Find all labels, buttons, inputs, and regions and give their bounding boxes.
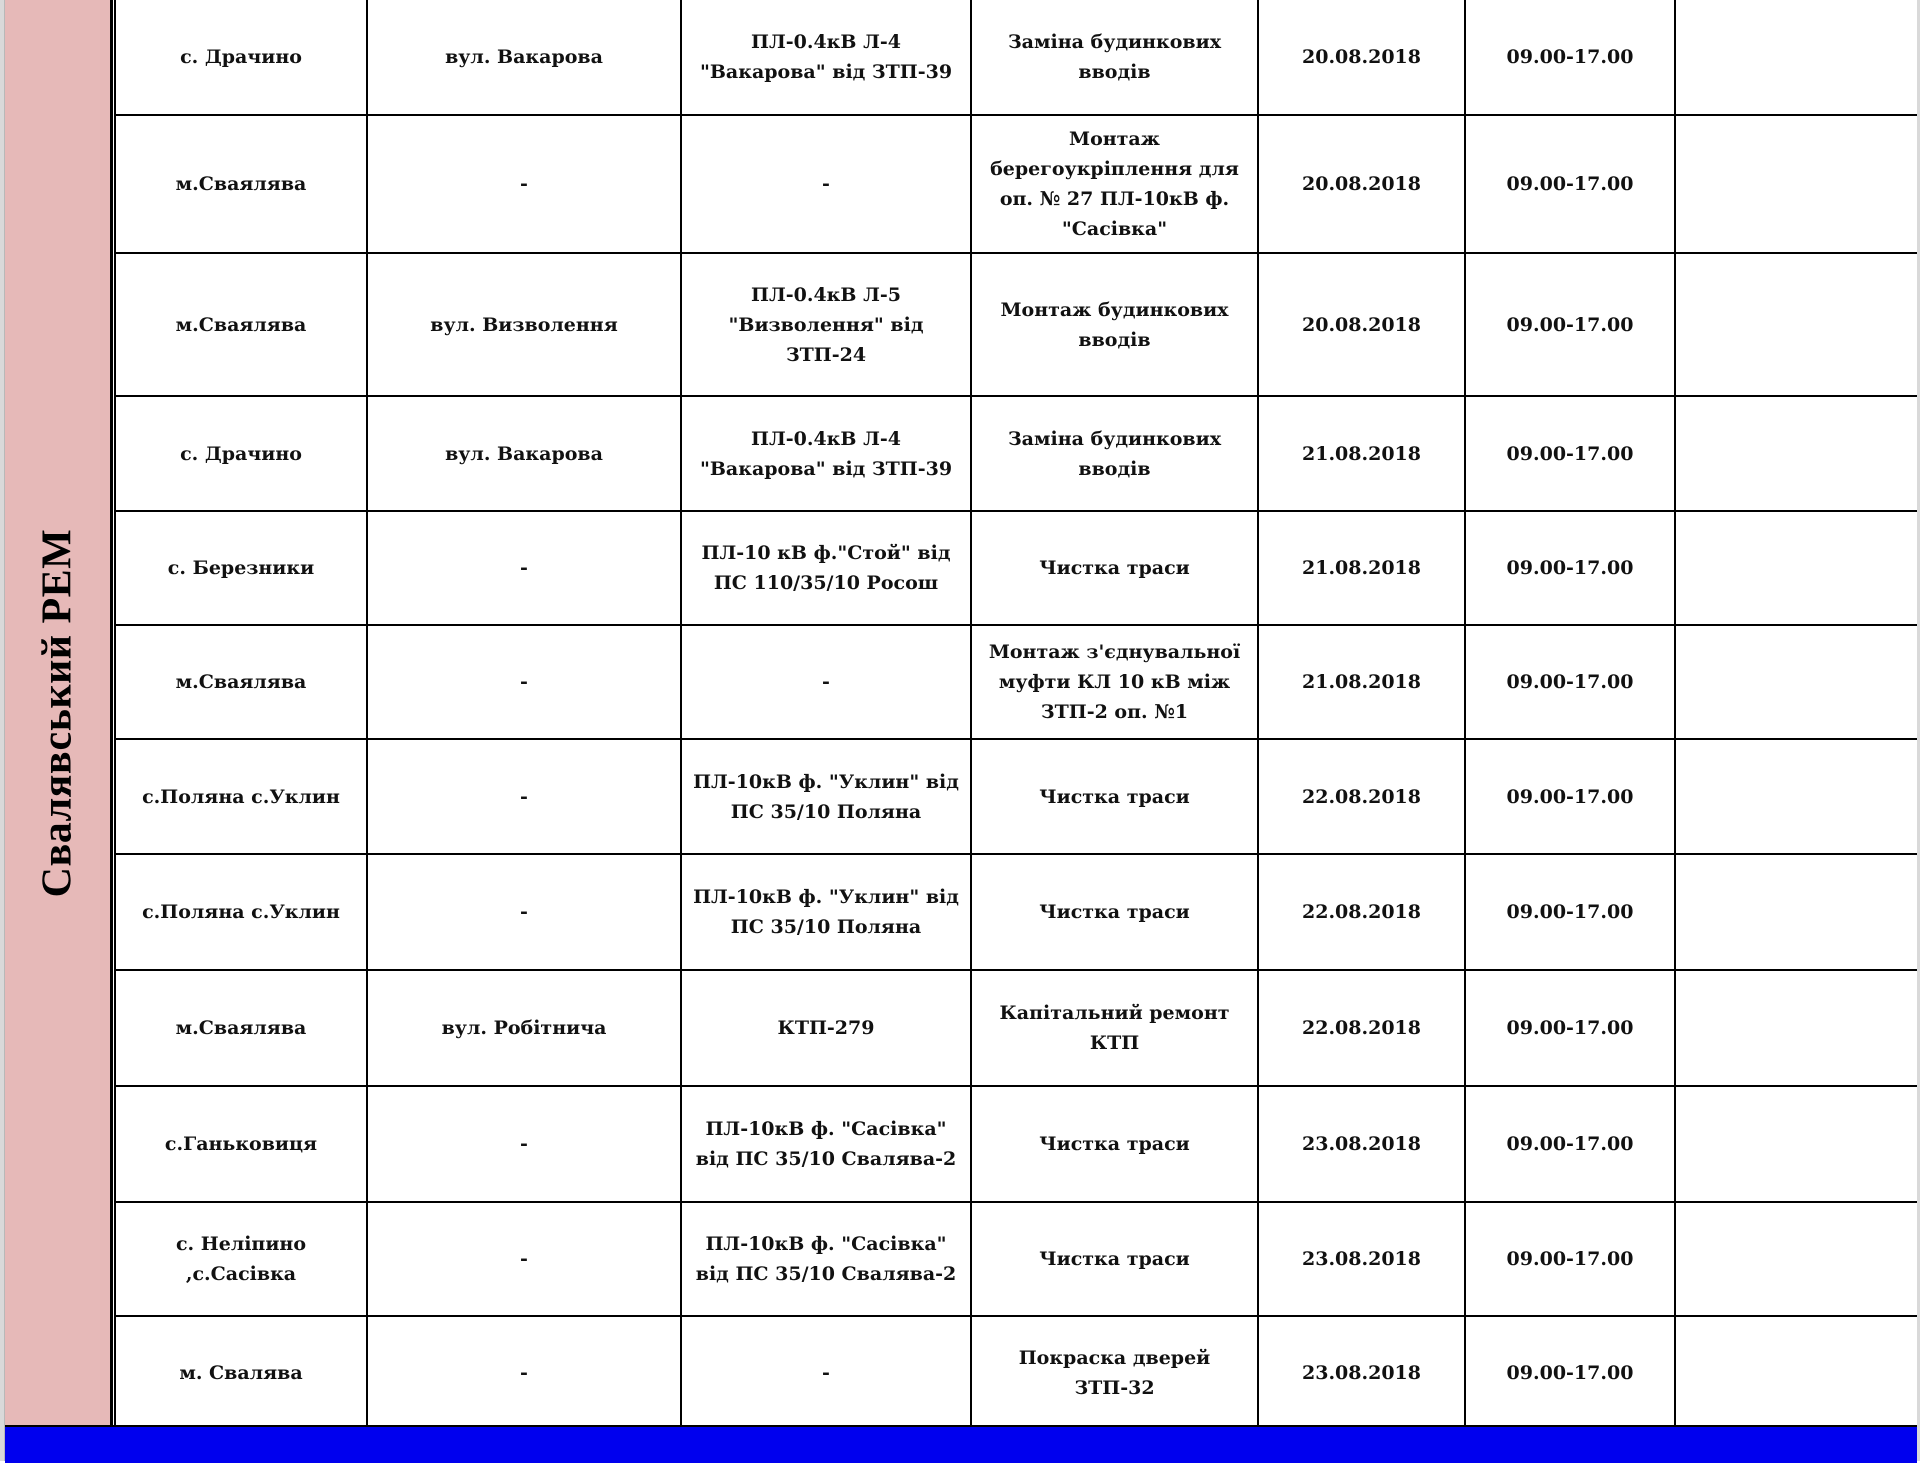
time-cell[interactable]: 09.00-17.00 [1465, 0, 1675, 115]
time-cell[interactable]: 09.00-17.00 [1465, 854, 1675, 970]
table-row [115, 1202, 1918, 1316]
work-type-cell[interactable]: Монтаж з'єднувальної муфти КЛ 10 кВ між ЗТП-2 оп. №1 [971, 625, 1258, 739]
outage-schedule-table [114, 0, 1919, 1430]
power-line-cell[interactable]: ПЛ-10кВ ф. "Сасівка" від ПС 35/10 Свалява-2 [681, 1202, 971, 1316]
power-line-cell[interactable]: ПЛ-10кВ ф. "Уклин" від ПС 35/10 Поляна [681, 739, 971, 854]
date-cell[interactable]: 20.08.2018 [1258, 0, 1465, 115]
table-row [115, 854, 1918, 970]
street-cell[interactable]: - [367, 1086, 681, 1202]
settlement-cell[interactable]: м. Свалява [115, 1316, 367, 1429]
date-cell[interactable]: 21.08.2018 [1258, 396, 1465, 511]
time-cell[interactable]: 09.00-17.00 [1465, 1202, 1675, 1316]
settlement-cell[interactable]: с. Березники [115, 511, 367, 625]
time-cell[interactable]: 09.00-17.00 [1465, 253, 1675, 396]
date-cell[interactable]: 23.08.2018 [1258, 1316, 1465, 1429]
power-line-cell[interactable]: - [681, 115, 971, 253]
settlement-cell[interactable]: с. Неліпино ,с.Сасівка [115, 1202, 367, 1316]
time-cell[interactable]: 09.00-17.00 [1465, 1086, 1675, 1202]
note-cell[interactable] [1675, 0, 1918, 115]
time-cell[interactable]: 09.00-17.00 [1465, 739, 1675, 854]
bottom-separator-bar [5, 1425, 1917, 1463]
street-cell[interactable]: вул. Визволення [367, 253, 681, 396]
settlement-cell[interactable]: с. Драчино [115, 0, 367, 115]
work-type-cell[interactable]: Заміна будинкових вводів [971, 396, 1258, 511]
table-row [115, 625, 1918, 739]
power-line-cell[interactable]: ПЛ-0.4кВ Л-4 "Вакарова" від ЗТП-39 [681, 396, 971, 511]
note-cell[interactable] [1675, 1086, 1918, 1202]
date-cell[interactable]: 21.08.2018 [1258, 511, 1465, 625]
note-cell[interactable] [1675, 970, 1918, 1086]
table-row [115, 739, 1918, 854]
street-cell[interactable]: - [367, 511, 681, 625]
settlement-cell[interactable]: м.Сваялява [115, 970, 367, 1086]
work-type-cell[interactable]: Чистка траси [971, 854, 1258, 970]
table-row [115, 1316, 1918, 1429]
work-type-cell[interactable]: Монтаж берегоукріплення для оп. № 27 ПЛ-10кВ ф. "Сасівка" [971, 115, 1258, 253]
date-cell[interactable]: 22.08.2018 [1258, 970, 1465, 1086]
street-cell[interactable]: вул. Вакарова [367, 0, 681, 115]
time-cell[interactable]: 09.00-17.00 [1465, 115, 1675, 253]
power-line-cell[interactable]: - [681, 1316, 971, 1429]
time-cell[interactable]: 09.00-17.00 [1465, 1316, 1675, 1429]
note-cell[interactable] [1675, 396, 1918, 511]
note-cell[interactable] [1675, 115, 1918, 253]
table-row [115, 0, 1918, 115]
table-row [115, 970, 1918, 1086]
power-line-cell[interactable]: ПЛ-10кВ ф. "Уклин" від ПС 35/10 Поляна [681, 854, 971, 970]
note-cell[interactable] [1675, 625, 1918, 739]
street-cell[interactable]: - [367, 115, 681, 253]
table-row [115, 1086, 1918, 1202]
settlement-cell[interactable]: м.Сваялява [115, 253, 367, 396]
time-cell[interactable]: 09.00-17.00 [1465, 625, 1675, 739]
street-cell[interactable]: - [367, 1202, 681, 1316]
district-label: Свалявський РЕМ [34, 528, 81, 897]
settlement-cell[interactable]: с. Драчино [115, 396, 367, 511]
street-cell[interactable]: - [367, 625, 681, 739]
street-cell[interactable]: - [367, 854, 681, 970]
time-cell[interactable]: 09.00-17.00 [1465, 396, 1675, 511]
table-row [115, 511, 1918, 625]
date-cell[interactable]: 20.08.2018 [1258, 253, 1465, 396]
date-cell[interactable]: 23.08.2018 [1258, 1086, 1465, 1202]
work-type-cell[interactable]: Капітальний ремонт КТП [971, 970, 1258, 1086]
work-type-cell[interactable]: Чистка траси [971, 1202, 1258, 1316]
settlement-cell[interactable]: м.Сваялява [115, 115, 367, 253]
note-cell[interactable] [1675, 854, 1918, 970]
note-cell[interactable] [1675, 253, 1918, 396]
district-cell[interactable] [5, 0, 113, 1425]
date-cell[interactable]: 20.08.2018 [1258, 115, 1465, 253]
date-cell[interactable]: 21.08.2018 [1258, 625, 1465, 739]
settlement-cell[interactable]: м.Сваялява [115, 625, 367, 739]
table-row [115, 253, 1918, 396]
street-cell[interactable]: вул. Вакарова [367, 396, 681, 511]
power-line-cell[interactable]: ПЛ-0.4кВ Л-4 "Вакарова" від ЗТП-39 [681, 0, 971, 115]
schedule-body [115, 0, 1918, 1429]
date-cell[interactable]: 22.08.2018 [1258, 854, 1465, 970]
work-type-cell[interactable]: Заміна будинкових вводів [971, 0, 1258, 115]
settlement-cell[interactable]: с.Ганьковиця [115, 1086, 367, 1202]
settlement-cell[interactable]: с.Поляна с.Уклин [115, 854, 367, 970]
table-row [115, 396, 1918, 511]
work-type-cell[interactable]: Покраска дверей ЗТП-32 [971, 1316, 1258, 1429]
power-line-cell[interactable]: - [681, 625, 971, 739]
street-cell[interactable]: вул. Робітнича [367, 970, 681, 1086]
work-type-cell[interactable]: Монтаж будинкових вводів [971, 253, 1258, 396]
note-cell[interactable] [1675, 1316, 1918, 1429]
power-line-cell[interactable]: ПЛ-10кВ ф. "Сасівка" від ПС 35/10 Свалява-2 [681, 1086, 971, 1202]
date-cell[interactable]: 23.08.2018 [1258, 1202, 1465, 1316]
work-type-cell[interactable]: Чистка траси [971, 1086, 1258, 1202]
note-cell[interactable] [1675, 1202, 1918, 1316]
power-line-cell[interactable]: ПЛ-10 кВ ф."Стой" від ПС 110/35/10 Росош [681, 511, 971, 625]
work-type-cell[interactable]: Чистка траси [971, 739, 1258, 854]
time-cell[interactable]: 09.00-17.00 [1465, 970, 1675, 1086]
date-cell[interactable]: 22.08.2018 [1258, 739, 1465, 854]
work-type-cell[interactable]: Чистка траси [971, 511, 1258, 625]
street-cell[interactable]: - [367, 1316, 681, 1429]
settlement-cell[interactable]: с.Поляна с.Уклин [115, 739, 367, 854]
power-line-cell[interactable]: КТП-279 [681, 970, 971, 1086]
note-cell[interactable] [1675, 739, 1918, 854]
note-cell[interactable] [1675, 511, 1918, 625]
table-row [115, 115, 1918, 253]
power-line-cell[interactable]: ПЛ-0.4кВ Л-5 "Визволення" від ЗТП-24 [681, 253, 971, 396]
time-cell[interactable]: 09.00-17.00 [1465, 511, 1675, 625]
street-cell[interactable]: - [367, 739, 681, 854]
